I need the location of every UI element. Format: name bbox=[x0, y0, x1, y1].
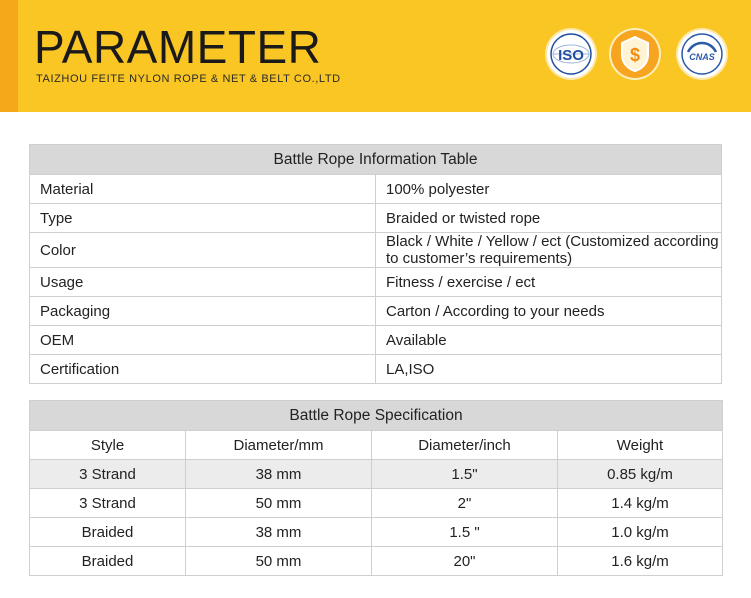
table-header-row bbox=[30, 431, 723, 460]
dollar-sign-text: $ bbox=[629, 45, 641, 65]
table-row bbox=[30, 460, 723, 489]
info-key: Color bbox=[30, 233, 376, 268]
table-cell: 3 Strand bbox=[30, 460, 186, 489]
table-row bbox=[30, 268, 722, 297]
table-row bbox=[30, 326, 722, 355]
table-row bbox=[30, 297, 722, 326]
info-key: Certification bbox=[30, 355, 376, 384]
info-value: Black / White / Yellow / ect (Customized according to customer’s requirements) bbox=[376, 233, 722, 268]
table-row bbox=[30, 547, 723, 576]
spec-table bbox=[29, 400, 722, 576]
cnas-badge-icon bbox=[678, 30, 726, 78]
table-cell: 2" bbox=[372, 489, 558, 518]
table-cell: Braided bbox=[30, 518, 186, 547]
company-name: TAIZHOU FEITE NYLON ROPE & NET & BELT CO.,LTD bbox=[36, 73, 341, 85]
info-value: 100% polyester bbox=[376, 175, 722, 204]
column-header: Style bbox=[30, 431, 186, 460]
iso-badge-text: ISO bbox=[558, 47, 584, 64]
info-table bbox=[29, 144, 722, 384]
table-row bbox=[30, 355, 722, 384]
column-header: Diameter/mm bbox=[186, 431, 372, 460]
table-cell: 50 mm bbox=[186, 489, 372, 518]
table-cell: 1.4 kg/m bbox=[558, 489, 723, 518]
table-cell: 0.85 kg/m bbox=[558, 460, 723, 489]
table-cell: 38 mm bbox=[186, 518, 372, 547]
info-value: LA,ISO bbox=[376, 355, 722, 384]
page-title: PARAMETER bbox=[34, 21, 322, 73]
table-cell: 1.5" bbox=[372, 460, 558, 489]
info-key: Type bbox=[30, 204, 376, 233]
iso-badge-icon bbox=[547, 30, 595, 78]
info-value: Carton / According to your needs bbox=[376, 297, 722, 326]
table-cell: 50 mm bbox=[186, 547, 372, 576]
table-row bbox=[30, 518, 723, 547]
info-table-title: Battle Rope Information Table bbox=[30, 145, 722, 175]
info-key: OEM bbox=[30, 326, 376, 355]
info-value: Braided or twisted rope bbox=[376, 204, 722, 233]
table-row bbox=[30, 489, 723, 518]
table-cell: 3 Strand bbox=[30, 489, 186, 518]
info-value: Available bbox=[376, 326, 722, 355]
cnas-badge-text: CNAS bbox=[689, 52, 715, 62]
table-cell: 1.0 kg/m bbox=[558, 518, 723, 547]
info-value: Fitness / exercise / ect bbox=[376, 268, 722, 297]
info-key: Usage bbox=[30, 268, 376, 297]
table-row bbox=[30, 175, 722, 204]
column-header: Weight bbox=[558, 431, 723, 460]
column-header: Diameter/inch bbox=[372, 431, 558, 460]
table-row bbox=[30, 233, 722, 268]
info-key: Material bbox=[30, 175, 376, 204]
table-row bbox=[30, 204, 722, 233]
table-cell: Braided bbox=[30, 547, 186, 576]
spec-table-title: Battle Rope Specification bbox=[30, 401, 723, 431]
header-banner bbox=[0, 0, 751, 112]
table-cell: 38 mm bbox=[186, 460, 372, 489]
table-cell: 1.5 " bbox=[372, 518, 558, 547]
table-cell: 1.6 kg/m bbox=[558, 547, 723, 576]
info-key: Packaging bbox=[30, 297, 376, 326]
table-cell: 20" bbox=[372, 547, 558, 576]
banner-accent-strip bbox=[0, 0, 18, 112]
dollar-shield-icon bbox=[611, 30, 659, 78]
